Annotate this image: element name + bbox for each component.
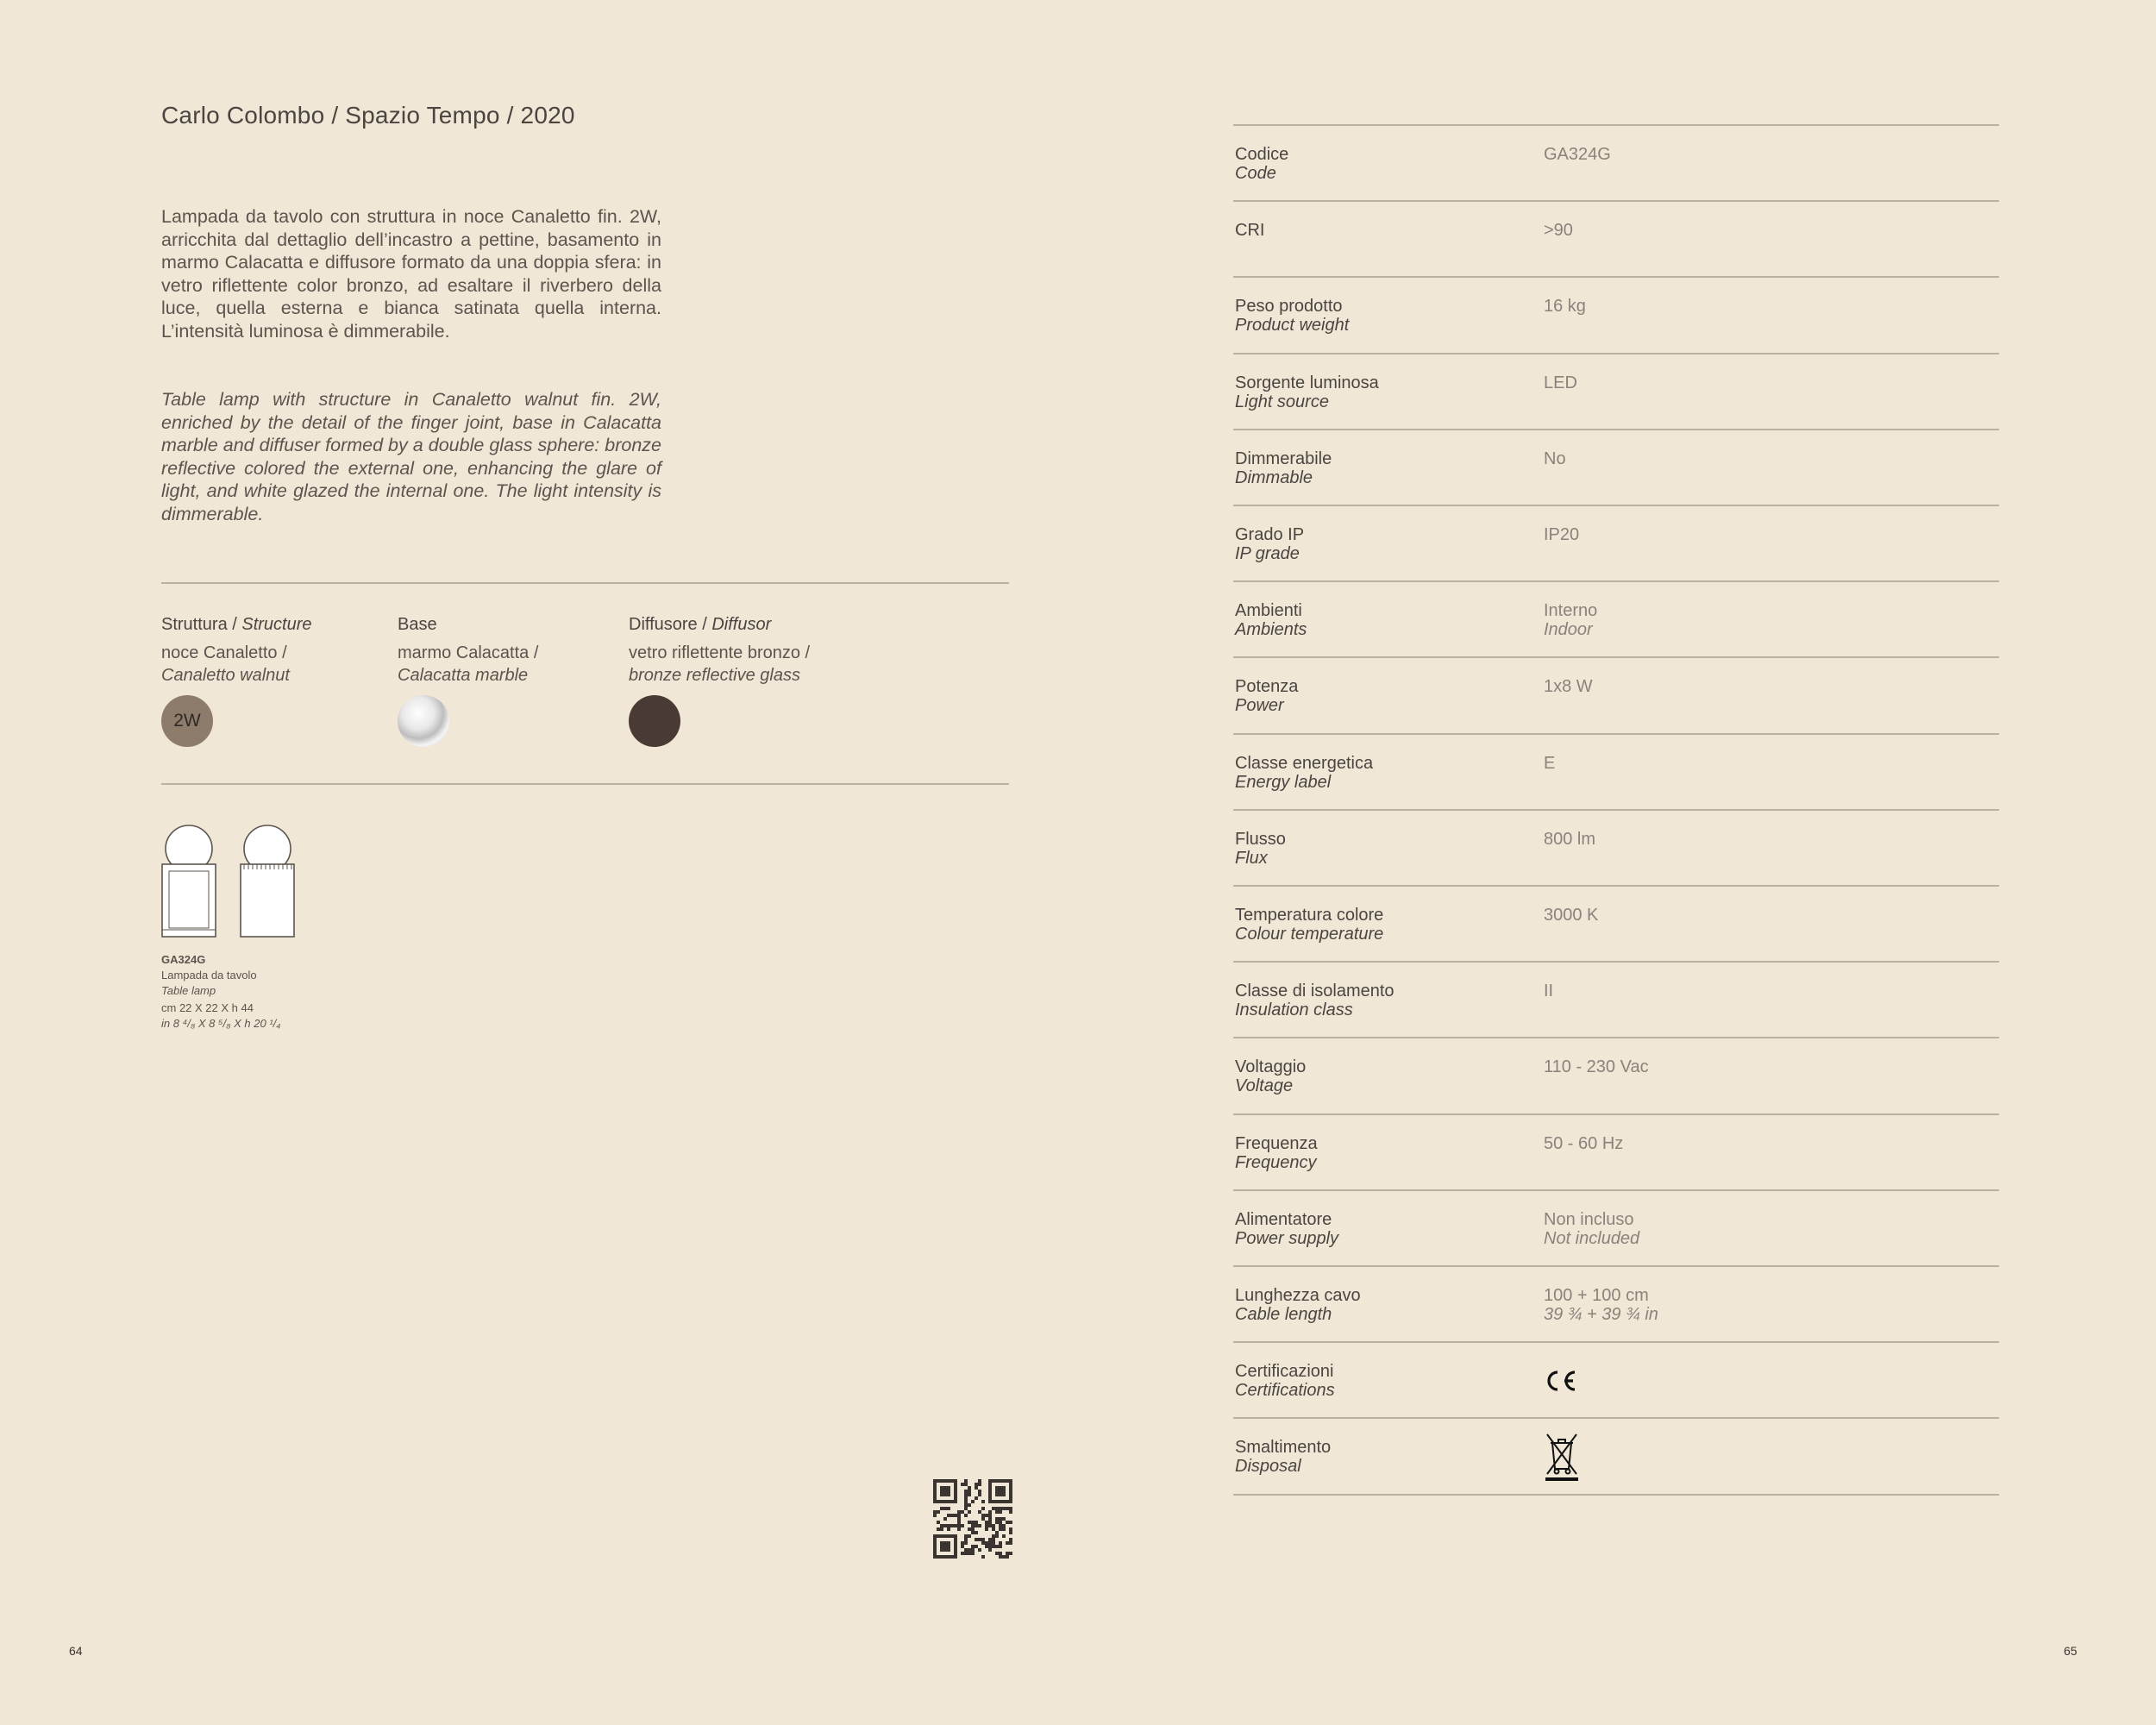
description-english: Table lamp with structure in Canaletto walnut fin. 2W, enriched by the detail of the finger joint, base in Calacatta marble and diffuser formed by a double glass sphere: bronze reflective colored the external one, enhancing the glare of light, and white glazed the internal one. The light intensity is dimmerable. bbox=[161, 389, 661, 524]
spec-label: Grado IP IP grade bbox=[1235, 525, 1305, 563]
material-value: noce Canaletto / Canaletto walnut bbox=[161, 643, 290, 685]
material-value: vetro riflettente bronzo / bronze reflective glass bbox=[629, 643, 811, 685]
spec-row bbox=[1233, 1113, 1999, 1191]
material-value: marmo Calacatta / Calacatta marble bbox=[398, 643, 539, 685]
spec-value: 800 lm bbox=[1544, 829, 1596, 849]
spec-label: Classe energetica Energy label bbox=[1235, 753, 1374, 792]
spec-label: Flusso Flux bbox=[1235, 829, 1286, 868]
spec-value: LED bbox=[1544, 373, 1577, 392]
spec-label: Alimentatore Power supply bbox=[1235, 1209, 1339, 1248]
product-name: Lampada da tavolo bbox=[161, 969, 257, 982]
spec-label: Peso prodotto Product weight bbox=[1235, 297, 1350, 336]
spec-value: GA324G bbox=[1544, 145, 1611, 164]
spec-row bbox=[1233, 276, 1999, 354]
description-italian: Lampada da tavolo con struttura in noce Canaletto fin. 2W, arricchita dal dettaglio dell’incastro a pettine, basamento in marmo Calacatta e diffusore formato da una doppia sfera: in vetro riflettente color bronzo, ad esaltare il riverbero della luce, quella esterna e bianca satinata quella interna. L’intensità luminosa è dimmerabile. bbox=[161, 206, 661, 342]
spec-label: Codice Code bbox=[1235, 145, 1289, 183]
product-code: GA324G bbox=[161, 953, 206, 966]
spec-row bbox=[1233, 809, 1999, 887]
spec-label: Sorgente luminosa Light source bbox=[1235, 373, 1379, 411]
weee-bin-icon bbox=[1544, 1431, 1580, 1487]
spec-value: 1x8 W bbox=[1544, 677, 1593, 697]
walnut-swatch: 2W bbox=[161, 695, 213, 747]
marble-swatch bbox=[398, 695, 449, 747]
spec-label: Temperatura colore Colour temperature bbox=[1235, 906, 1384, 944]
product-dimensions-in: in 8 ⁴/₈ X 8 ⁵/₈ X h 20 ¹/₄ bbox=[161, 1017, 281, 1030]
spec-row bbox=[1233, 124, 1999, 202]
spec-label: Certificazioni Certifications bbox=[1235, 1362, 1335, 1401]
spec-label: Frequenza Frequency bbox=[1235, 1133, 1318, 1172]
spec-value: 50 - 60 Hz bbox=[1544, 1133, 1624, 1153]
spec-row bbox=[1233, 733, 1999, 811]
spec-row bbox=[1233, 656, 1999, 734]
product-dimensions-cm: cm 22 X 22 X h 44 bbox=[161, 1001, 254, 1014]
bronze-swatch bbox=[629, 695, 680, 747]
spec-value: 110 - 230 Vac bbox=[1544, 1057, 1649, 1077]
spec-value: 16 kg bbox=[1544, 297, 1586, 317]
page-number-left: 64 bbox=[69, 1644, 83, 1658]
divider bbox=[1233, 1494, 1999, 1496]
lamp-drawing bbox=[159, 821, 305, 942]
material-label: Struttura / Structure bbox=[161, 615, 312, 634]
spec-label: Potenza Power bbox=[1235, 677, 1299, 716]
page-number-right: 65 bbox=[2064, 1644, 2078, 1658]
spec-value: 100 + 100 cm 39 ¾ + 39 ¾ in bbox=[1544, 1286, 1658, 1324]
spec-value: E bbox=[1544, 753, 1556, 773]
spec-row bbox=[1233, 885, 1999, 963]
material-label: Base bbox=[398, 615, 437, 634]
page-title: Carlo Colombo / Spazio Tempo / 2020 bbox=[161, 102, 575, 129]
material-diffusor bbox=[629, 615, 810, 747]
spec-value: IP20 bbox=[1544, 525, 1580, 544]
material-base bbox=[398, 615, 538, 747]
spec-row bbox=[1233, 1189, 1999, 1267]
spec-row bbox=[1233, 1037, 1999, 1114]
spec-label: CRI bbox=[1235, 221, 1265, 241]
material-structure bbox=[161, 615, 312, 747]
product-caption bbox=[161, 952, 280, 1032]
product-name-en: Table lamp bbox=[161, 984, 216, 997]
spec-row bbox=[1233, 580, 1999, 658]
qr-code[interactable] bbox=[933, 1479, 1012, 1559]
spec-value: Interno Indoor bbox=[1544, 601, 1598, 640]
spec-row bbox=[1233, 1341, 1999, 1419]
spec-row bbox=[1233, 353, 1999, 430]
material-label: Diffusore / Diffusor bbox=[629, 615, 772, 634]
spec-label: Ambienti Ambients bbox=[1235, 601, 1307, 640]
spec-value: Non incluso Not included bbox=[1544, 1209, 1640, 1248]
divider bbox=[161, 582, 1009, 584]
spec-row bbox=[1233, 200, 1999, 278]
spec-value: II bbox=[1544, 982, 1554, 1001]
spec-value: No bbox=[1544, 448, 1566, 468]
spec-row bbox=[1233, 961, 1999, 1038]
spec-label: Dimmerabile Dimmable bbox=[1235, 448, 1332, 487]
spec-label: Classe di isolamento Insulation class bbox=[1235, 982, 1395, 1020]
spec-label: Lunghezza cavo Cable length bbox=[1235, 1286, 1361, 1324]
spec-row bbox=[1233, 1265, 1999, 1343]
spec-label: Smaltimento Disposal bbox=[1235, 1438, 1332, 1477]
ce-mark-icon bbox=[1544, 1369, 1578, 1397]
spec-row bbox=[1233, 429, 1999, 506]
divider bbox=[161, 783, 1009, 785]
spec-row bbox=[1233, 505, 1999, 582]
spec-row bbox=[1233, 1417, 1999, 1495]
spec-label: Voltaggio Voltage bbox=[1235, 1057, 1307, 1096]
spec-value: 3000 K bbox=[1544, 906, 1599, 925]
spec-value: >90 bbox=[1544, 221, 1573, 241]
